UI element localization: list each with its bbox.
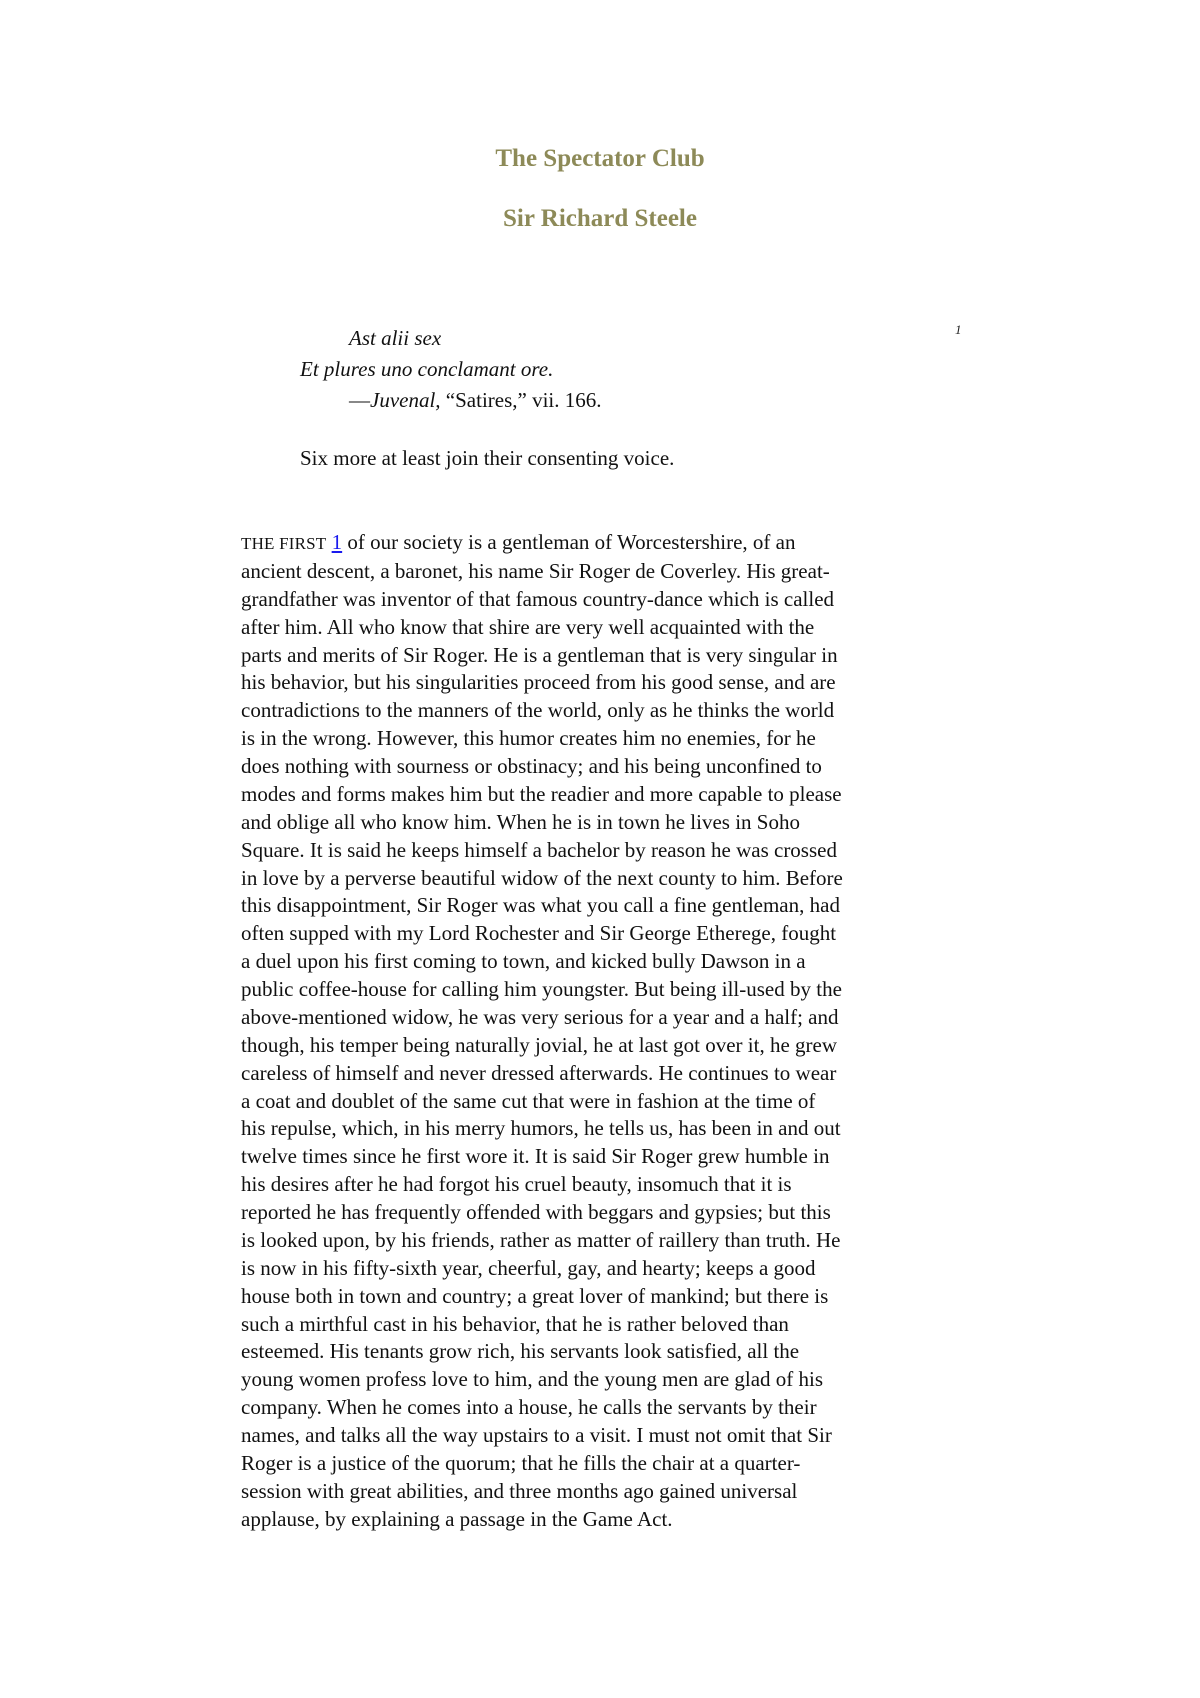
body-line: grandfather was inventor of that famous country-dance which is called — [241, 586, 835, 611]
body-line: Square. It is said he keeps himself a bachelor by reason he was crossed — [241, 837, 837, 862]
body-line: reported he has frequently offended with beggars and gypsies; but this — [241, 1200, 831, 1224]
body-line: a coat and doublet of the same cut that were in fashion at the time of — [241, 1088, 816, 1113]
footnote-link[interactable]: 1 — [331, 530, 343, 554]
body-line: his behavior, but his singularities proceed from his good sense, and are — [241, 670, 836, 695]
body-line: is in the wrong. However, this humor creates him no enemies, for he — [241, 726, 816, 751]
body-line: a duel upon his first coming to town, and kicked bully Dawson in a — [241, 949, 806, 974]
body-line: twelve times since he first wore it. It is said Sir Roger grew humble in — [241, 1144, 830, 1169]
body-line: ancient descent, a baronet, his name Sir Roger de Coverley. His great- — [241, 558, 830, 583]
attribution-dash: — — [349, 388, 370, 412]
body-line: parts and merits of Sir Roger. He is a gentleman that is very singular in — [241, 642, 838, 667]
body-line: after him. All who know that shire are very well acquainted with the — [241, 614, 815, 639]
epigraph-attribution — [300, 385, 602, 416]
page-number: 1 — [955, 322, 962, 337]
epigraph-translation: Six more at least join their consenting voice. — [300, 446, 675, 470]
body-line: often supped with my Lord Rochester and Sir George Etherege, fought — [241, 921, 837, 946]
body-line: contradictions to the manners of the world, only as he thinks the world — [241, 698, 835, 723]
body-line: careless of himself and never dressed afterwards. He continues to wear — [241, 1060, 837, 1085]
body-line: does nothing with sourness or obstinacy; and his being unconfined to — [241, 754, 822, 778]
document-author: Sir Richard Steele — [503, 205, 697, 232]
body-line: session with great abilities, and three months ago gained universal — [241, 1478, 798, 1503]
body-line: applause, by explaining a passage in the Game Act. — [241, 1506, 673, 1531]
attribution-author: Juvenal, — [370, 388, 441, 412]
epigraph — [300, 323, 602, 416]
body-line: esteemed. His tenants grow rich, his servants look satisfied, all the — [241, 1339, 800, 1364]
body-line: and oblige all who know him. When he is in town he lives in Soho — [241, 809, 800, 834]
body-line — [241, 529, 941, 558]
body-paragraph — [241, 529, 941, 1534]
body-line: Roger is a justice of the quorum; that he fills the chair at a quarter- — [241, 1450, 801, 1475]
document-title: The Spectator Club — [495, 145, 705, 172]
body-line: his repulse, which, in his merry humors, he tells us, has been in and out — [241, 1116, 841, 1141]
attribution-source: “Satires,” vii. 166. — [440, 388, 602, 412]
epigraph-line-1: Ast alii sex — [349, 326, 442, 350]
body-line: above-mentioned widow, he was very serious for a year and a half; and — [241, 1004, 839, 1029]
body-line: his desires after he had forgot his cruel beauty, insomuch that it is — [241, 1172, 792, 1197]
body-line: though, his temper being naturally jovial, he at last got over it, he grew — [241, 1032, 838, 1057]
body-line: is now in his fifty-sixth year, cheerful, gay, and hearty; keeps a good — [241, 1255, 816, 1280]
body-line: company. When he comes into a house, he calls the servants by their — [241, 1395, 817, 1420]
body-line: names, and talks all the way upstairs to a visit. I must not omit that Sir — [241, 1423, 832, 1447]
body-line: modes and forms makes him but the readier and more capable to please — [241, 781, 842, 806]
epigraph-line-2: Et plures uno conclamant ore. — [300, 357, 554, 381]
body-line: young women profess love to him, and the young men are glad of his — [241, 1367, 824, 1392]
body-line-text: of our society is a gentleman of Worcestershire, of an — [342, 530, 796, 554]
body-line: in love by a perverse beautiful widow of the next county to him. Before — [241, 865, 843, 890]
body-line: this disappointment, Sir Roger was what you call a fine gentleman, had — [241, 893, 840, 918]
body-line: house both in town and country; a great lover of mankind; but there is — [241, 1283, 829, 1308]
lead-caps: THE FIRST — [241, 534, 327, 553]
body-line: public coffee-house for calling him youngster. But being ill-used by the — [241, 977, 842, 1001]
body-line: such a mirthful cast in his behavior, that he is rather beloved than — [241, 1311, 789, 1336]
body-line: is looked upon, by his friends, rather as matter of raillery than truth. He — [241, 1227, 841, 1252]
